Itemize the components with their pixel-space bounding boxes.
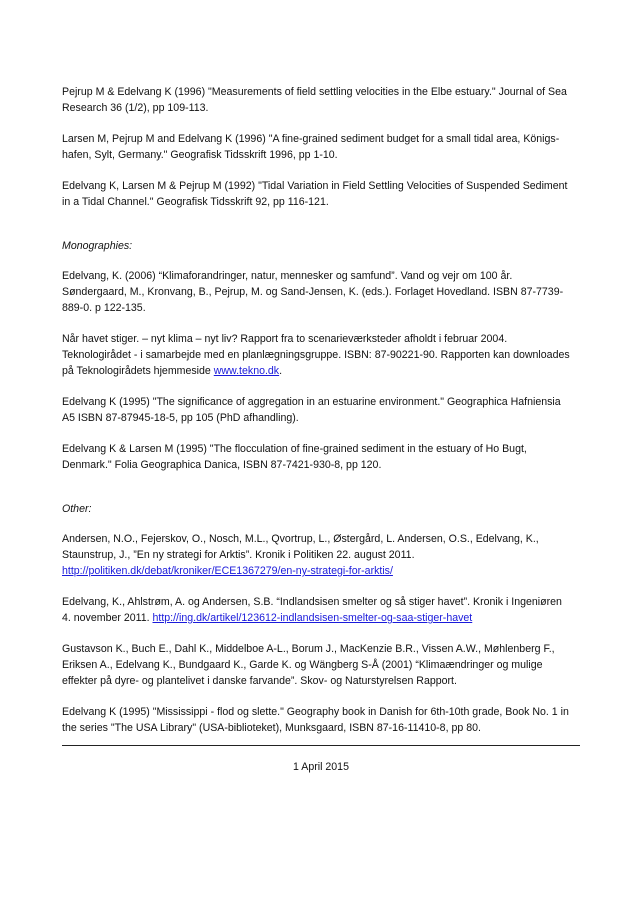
reference-line	[62, 363, 580, 379]
reference-line: Når havet stiger. – nyt klima – nyt liv? Rapport fra to scenarieværksteder afholdt i februar 2004.	[62, 333, 508, 345]
reference-line: Edelvang, K., Ahlstrøm, A. og Andersen, S.B. “Indlandsisen smelter og så stiger havet”. Kronik i Ingeniøren	[62, 596, 562, 608]
reference-line: Edelvang K (1995) "Mississippi - flod og slette." Geography book in Danish for 6th-10th grade, Book No. 1 in	[62, 706, 569, 718]
reference-line	[62, 563, 580, 579]
reference-line: Andersen, N.O., Fejerskov, O., Nosch, M.L., Qvortrup, L., Østergård, L. Andersen, O.S., Edelvang, K.,	[62, 533, 539, 545]
reference-line	[62, 610, 580, 626]
politiken-article-link[interactable]: http://politiken.dk/debat/kroniker/ECE1367279/en-ny-strategi-for-arktis/	[62, 565, 393, 577]
reference-line: the series "The USA Library" (USA-biblioteket), Munksgaard, ISBN 87-16-11410-8, pp 80.	[62, 722, 481, 734]
monographies-heading: Monographies:	[62, 240, 133, 252]
reference-line: Denmark." Folia Geographica Danica, ISBN 87-7421-930-8, pp 120.	[62, 459, 382, 471]
reference-line: Edelvang K, Larsen M & Pejrup M (1992) "Tidal Variation in Field Settling Velocities of Suspended Sediment	[62, 180, 568, 192]
reference-item	[62, 84, 580, 116]
horizontal-divider	[62, 745, 580, 746]
reference-line: Gustavson K., Buch E., Dahl K., Middelboe A-L., Borum J., MacKenzie B.R., Vissen A.W., Møhlenberg F.,	[62, 643, 555, 655]
reference-line: effekter på dyre- og plantelivet i danske farvande”. Skov- og Naturstyrelsen Rapport.	[62, 675, 457, 687]
reference-item	[62, 268, 580, 316]
reference-item	[62, 531, 580, 579]
reference-line: Edelvang K (1995) "The significance of aggregation in an estuarine environment." Geographica Hafniensia	[62, 396, 561, 408]
reference-text: .	[279, 365, 283, 377]
reference-item	[62, 594, 580, 626]
ing-article-link[interactable]: http://ing.dk/artikel/123612-indlandsisen-smelter-og-saa-stiger-havet	[152, 612, 473, 624]
reference-item	[62, 704, 580, 736]
reference-item	[62, 394, 580, 426]
reference-text: 4. november 2011.	[62, 612, 153, 624]
publication-list	[62, 84, 580, 775]
reference-line: Edelvang, K. (2006) “Klimaforandringer, natur, mennesker og samfund”. Vand og vejr om 100 år.	[62, 270, 513, 282]
reference-line: Pejrup M & Edelvang K (1996) "Measurements of field settling velocities in the Elbe estuary." Journal of Sea	[62, 86, 567, 98]
reference-line: in a Tidal Channel." Geografisk Tidsskrift 92, pp 116-121.	[62, 196, 329, 208]
other-heading: Other:	[62, 503, 92, 515]
reference-item	[62, 131, 580, 163]
reference-line: A5 ISBN 87-87945-18-5, pp 105 (PhD afhandling).	[62, 412, 299, 424]
reference-line: Research 36 (1/2), pp 109-113.	[62, 102, 209, 114]
reference-line: hafen, Sylt, Germany." Geografisk Tidsskrift 1996, pp 1-10.	[62, 149, 338, 161]
reference-line: Eriksen A., Edelvang K., Bundgaard K., Garde K. og Wängberg S-Å (2001) “Klimaændringer og mulige	[62, 659, 543, 671]
reference-line: Staunstrup, J., ”En ny strategi for Arktis”. Kronik i Politiken 22. august 2011.	[62, 549, 415, 561]
reference-line: Søndergaard, M., Kronvang, B., Pejrup, M. og Sand-Jensen, K. (eds.). Forlaget Hovedland. ISBN 87-7739-	[62, 286, 564, 298]
reference-item	[62, 441, 580, 473]
reference-item	[62, 331, 580, 379]
reference-line: 889-0. p 122-135.	[62, 302, 146, 314]
reference-item	[62, 641, 580, 689]
tekno-website-link[interactable]: www.tekno.dk	[213, 365, 280, 377]
document-date: 1 April 2015	[293, 761, 349, 773]
reference-line: Larsen M, Pejrup M and Edelvang K (1996) "A fine-grained sediment budget for a small tidal area, Königs-	[62, 133, 560, 145]
reference-item	[62, 178, 580, 210]
reference-line: Edelvang K & Larsen M (1995) "The flocculation of fine-grained sediment in the estuary of Ho Bugt,	[62, 443, 527, 455]
reference-line: Teknologirådet - i samarbejde med en planlægningsgruppe. ISBN: 87-90221-90. Rapporten kan downloades	[62, 349, 570, 361]
reference-text: på Teknologirådets hjemmeside	[62, 365, 214, 377]
